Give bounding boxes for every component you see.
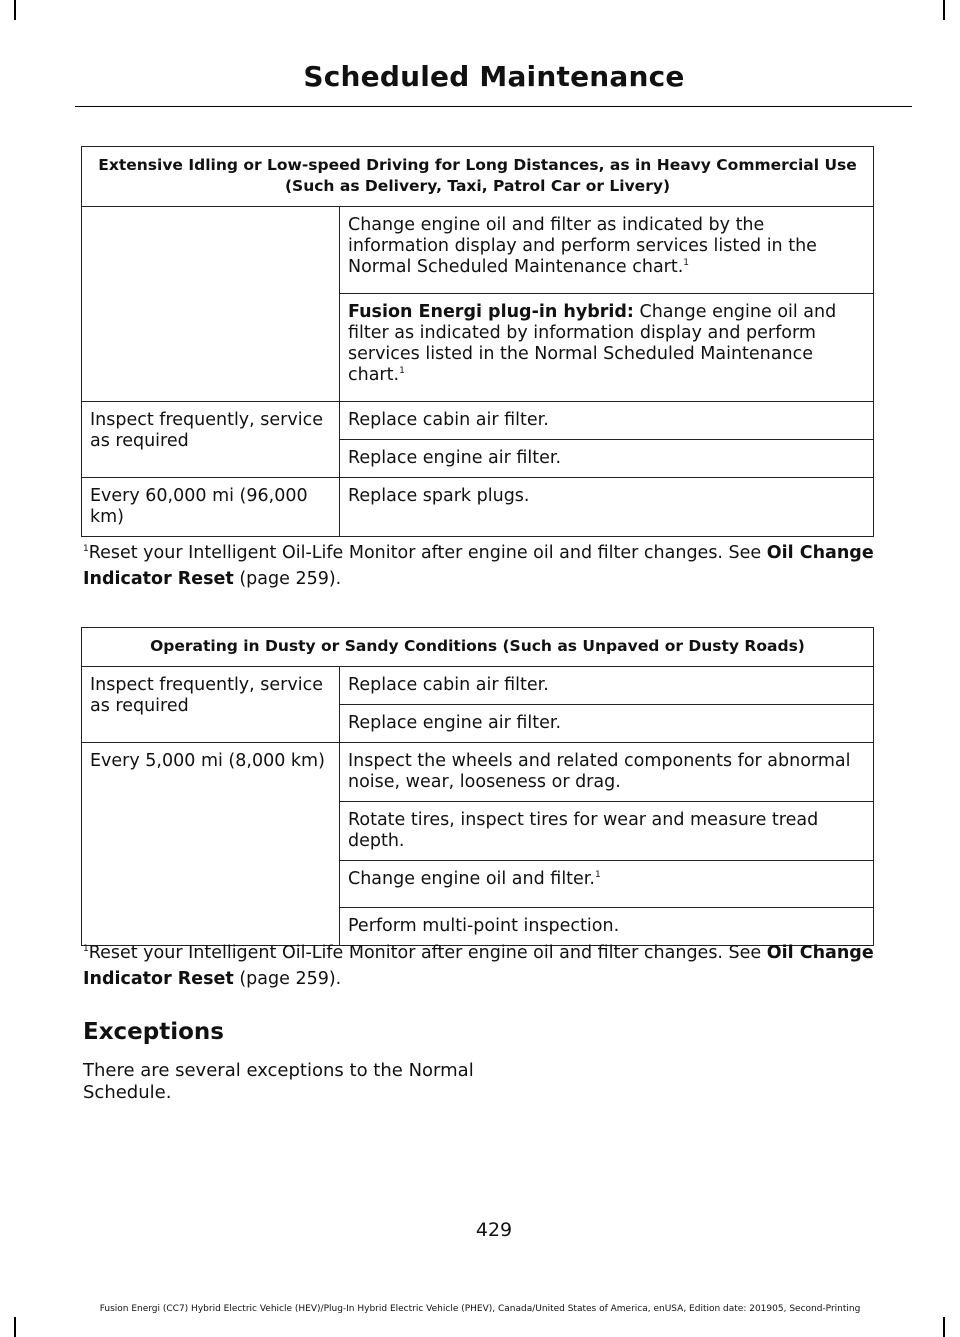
table-row	[82, 402, 874, 440]
table-row	[82, 207, 874, 294]
footnote-mark: 1	[594, 870, 601, 881]
task-cell	[340, 207, 874, 294]
task-cell: Replace cabin air filter.	[340, 402, 874, 440]
task-text: Change engine oil and filter as indicated by information display and perform services listed in the Normal Scheduled Maintenance chart.	[348, 302, 837, 385]
document-footer: Fusion Energi (CC7) Hybrid Electric Vehicle (HEV)/Plug-In Hybrid Electric Vehicle (PHEV), Canada/United States of America, enUSA, Edition date: 201905, Second-Printing	[99, 1304, 861, 1314]
task-cell: Perform multi-point inspection.	[340, 908, 874, 946]
crop-mark-bottom-left	[14, 1317, 16, 1337]
page-title: Scheduled Maintenance	[303, 60, 685, 93]
task-bold-label: Fusion Energi plug-in hybrid:	[348, 302, 634, 322]
crop-mark-top-left	[14, 0, 16, 20]
interval-cell: Every 60,000 mi (96,000 km)	[82, 478, 340, 537]
footnote-mark: 1	[83, 544, 89, 554]
table-row	[82, 667, 874, 705]
table-header-row	[82, 628, 874, 667]
table-header	[82, 147, 874, 207]
task-text: Change engine oil and filter as indicated by the information display and perform services listed in the Normal Scheduled Maintenance chart.	[348, 215, 817, 277]
page-reference: (page 259).	[233, 569, 342, 589]
footnote-text: Reset your Intelligent Oil-Life Monitor after engine oil and filter changes. See	[88, 543, 767, 563]
table-header-line2: (Such as Delivery, Taxi, Patrol Car or Livery)	[284, 177, 671, 195]
task-cell: Inspect the wheels and related components for abnormal noise, wear, looseness or drag.	[340, 743, 874, 802]
heavy-use-maintenance-table	[81, 146, 874, 537]
task-cell: Replace cabin air filter.	[340, 667, 874, 705]
footnote-mark: 1	[683, 258, 690, 269]
task-text: Change engine oil and filter.	[348, 869, 595, 889]
page-number: 429	[475, 1219, 513, 1241]
footnote-mark: 1	[83, 944, 89, 954]
interval-cell: Every 5,000 mi (8,000 km)	[82, 743, 340, 946]
footnote	[83, 540, 913, 592]
dusty-conditions-maintenance-table	[81, 627, 874, 946]
crop-mark-bottom-right	[943, 1317, 945, 1337]
interval-cell: Inspect frequently, service as required	[82, 402, 340, 478]
interval-cell-empty	[82, 207, 340, 402]
footnote-mark: 1	[399, 366, 405, 377]
oil-change-indicator-reset-link[interactable]: Oil Change Indicator Reset	[83, 943, 874, 989]
oil-change-indicator-reset-link[interactable]: Oil Change Indicator Reset	[83, 543, 874, 589]
section-heading: Exceptions	[83, 1019, 224, 1045]
table-header-row	[82, 147, 874, 207]
section-body: There are several exceptions to the Normal Schedule.	[83, 1060, 474, 1103]
footnote-text: Reset your Intelligent Oil-Life Monitor after engine oil and filter changes. See	[88, 943, 767, 963]
task-cell	[340, 861, 874, 908]
table-header-line1: Extensive Idling or Low-speed Driving for Long Distances, as in Heavy Commercial Use	[98, 156, 857, 174]
task-cell: Rotate tires, inspect tires for wear and measure tread depth.	[340, 802, 874, 861]
footnote	[83, 940, 913, 992]
page-reference: (page 259).	[233, 969, 342, 989]
task-cell	[340, 294, 874, 402]
task-cell: Replace engine air filter.	[340, 705, 874, 743]
task-cell: Replace spark plugs.	[340, 478, 874, 537]
table-row	[82, 478, 874, 537]
crop-mark-top-right	[943, 0, 945, 20]
title-divider	[75, 106, 912, 107]
task-cell: Replace engine air filter.	[340, 440, 874, 478]
table-row	[82, 743, 874, 802]
table-header: Operating in Dusty or Sandy Conditions (Such as Unpaved or Dusty Roads)	[82, 628, 874, 667]
interval-cell: Inspect frequently, service as required	[82, 667, 340, 743]
